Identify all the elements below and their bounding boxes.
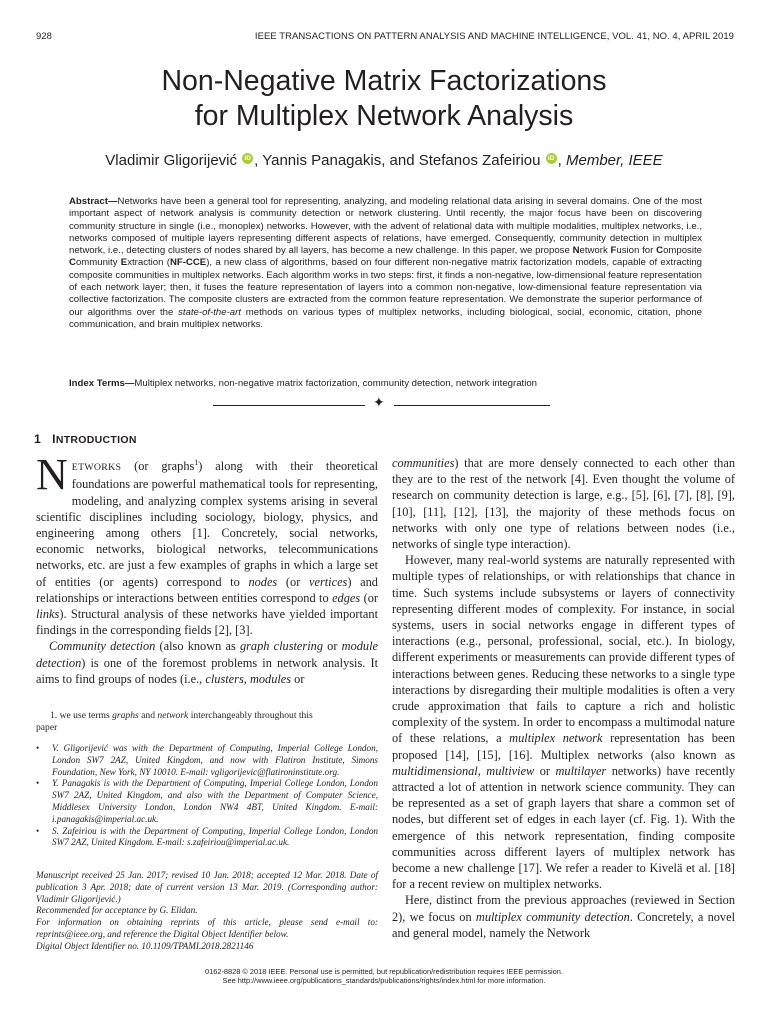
doi[interactable]: Digital Object Identifier no. 10.1109/TPAMI.2018.2821146 — [36, 940, 254, 951]
paper-title — [0, 64, 768, 134]
title-line-2: for Multiplex Network Analysis — [194, 100, 574, 132]
author-line: Vladimir Gligorijević iD , Yannis Panagakis, and Stefanos Zafeiriou iD , Member, IEEE — [105, 152, 663, 169]
index-terms-label: Index Terms— — [69, 378, 135, 389]
separator-rule-left — [213, 405, 365, 406]
running-head: IEEE TRANSACTIONS ON PATTERN ANALYSIS AND MACHINE INTELLIGENCE, VOL. 41, NO. 4, APRIL 2019 — [254, 31, 734, 42]
method-acronym: NF-CCE — [169, 257, 207, 269]
bullet-icon: • — [36, 743, 40, 753]
intro-paragraph-4: Here, distinct from the previous approaches (reviewed in Section 2), we focus on multiplex community detection. Concretely, a novel and general model, namely the Network — [392, 893, 736, 940]
separator-rule-right — [394, 405, 550, 406]
footnote-ref[interactable]: 1 — [194, 458, 199, 467]
author-membership: Member, IEEE — [565, 152, 663, 169]
affiliation-item: • V. Gligorijević was with the Department of Computing, Imperial College London, London SW7 2AZ, United Kingdom, and now with Flatiron Institute, Simons Foundation, New York, NY 10010. E-mail: vgligorijevic@flatironinstitute.org. — [36, 743, 378, 777]
left-column — [36, 450, 378, 687]
abstract: Abstract—Networks have been a general tool for representing, analyzing, and modeling relational data arising in several domains. One of the most important aspect of network analysis is community detection or network clustering. Until recently, the major focus have been on discovering community structure in single (i.e., monoplex) networks. However, with the advent of relational data with multiple modalities, multiplex networks, i.e., networks composed of multiple layers representing different aspects of relations, have emerged. Consequently, community detection in multiplex network, i.e., detecting clusters of nodes shared by all layers, has become a new challenge. In this paper, we propose Network Fusion for Composite Community Extraction (NF-CCE), a new class of algorithms, based on four different non-negative matrix factorization models, capable of extracting composite communities in multiplex networks. Each algorithm works in two steps: first, it finds a non-negative, low-dimensional feature representation of each network layer; then, it fuses the feature representation of layers into a common non-negative, low-dimensional feature representation via collective factorization. The composite clusters are extracted from the common feature representation. We demonstrate the superior performance of our algorithms over the state-of-the-art methods on various types of multiplex networks, including biological, social, economic, citation, phone communication, and brain multiplex networks. — [69, 196, 703, 330]
separator-diamond-icon: ✦ — [373, 396, 385, 411]
intro-paragraph-3: However, many real-world systems are naturally represented with multiple types of relationships, or with relationships that chance in time. Such systems include subsystems or layers of connectivity representing different modes of complexity. For instance, in social systems, users in social networks engage in different types of interactions (e.g., personal, professional, social, etc.). In biology, different experiments or measurements can provide different types of interactions between genes. Reducing these networks to a single type interactions by disregarding their multiple modalities is often a very crude approximation that fails to capture a rich and holistic complexity of the system. In order to encompass a multimodal nature of these relations, a multiplex network representation has been proposed [14], [15], [16]. Multiplex networks (also known as multidimensional, multiview or multilayer networks) have recently attracted a lot of attention in network science community. They can be represented as a set of graph layers that share a common set of nodes, but different set of edges in each layer (cf. Fig. 1). With the emergence of this network representation, finding composite communities across different layers of multiplex network has become a new challenge [17]. We refer a reader to Kivelä et al. [18] for a recent review on multiplex networks. — [392, 553, 736, 892]
author-1: Vladimir Gligorijević — [105, 152, 237, 169]
bullet-icon: • — [36, 778, 40, 789]
intro-paragraph-2-cont: communities) that are more densely connected to each other than they are to the rest of the network [4]. Even thought the volume of research on community detection is large, e.g., [5], [6], [7], [8], [9], [10], [11], [12], [13], the majority of these methods focus on networks with only one type of relations between nodes (i.e., networks of single type interaction). — [392, 456, 735, 552]
copyright-notice: 0162-8828 © 2018 IEEE. Personal use is permitted, but republication/redistribution requires IEEE permission. See http://www.ieee.org/publications_standards/publications/rights/index.html for more information. — [0, 967, 768, 986]
author-2-3: , Yannis Panagakis, and Stefanos Zafeiriou — [254, 152, 541, 169]
title-line-1: Non-Negative Matrix Factorizations — [161, 65, 607, 97]
affiliation-item: • Y. Panagakis is with the Department of Computing, Imperial College London, London SW7 2AZ, United Kingdom, and also with the Department of Computer Science, Middlesex University London, London NW4 4BT, United Kingdom. E-mail: i.panagakis@imperial.ac.uk. — [36, 778, 378, 824]
affiliation-item: • S. Zafeiriou is with the Department of Computing, Imperial College London, London SW7 2AZ, United Kingdom. E-mail: s.zafeiriou@imperial.ac.uk. — [36, 825, 378, 848]
footnote: 1. we use terms graphs and network interchangeably throughout this paper — [36, 710, 313, 734]
right-column — [392, 455, 735, 941]
page-number: 928 — [36, 31, 52, 42]
drop-cap: N — [36, 450, 68, 499]
intro-paragraph-1: NETWORKS (or graphs$^1$) along with their theoretical foundations are powerful mathematical tools for representing, modeling, and analyzing complex systems arising in several scientific disciplines including sociology, biology, physics, and engineering among others [1]. Concretely, social networks, economic networks, biological networks, telecommunications networks, etc. are just a few examples of graphs in which a large set of entities (or agents) correspond to nodes (or vertices) and relationships or interactions between entities correspond to edges (or links). Structural analysis of these networks have yielded important findings in the corresponding fields [2], [3]. — [36, 450, 378, 638]
abstract-label: Abstract— — [69, 196, 118, 207]
orcid-icon[interactable]: iD — [546, 153, 557, 164]
section-heading: 1 INTRODUCTION — [34, 432, 137, 446]
bullet-icon: • — [36, 825, 40, 836]
orcid-icon[interactable]: iD — [242, 153, 253, 164]
author-affiliations — [36, 743, 378, 849]
index-terms: Index Terms—Multiplex networks, non-negative matrix factorization, community detection, network integration — [69, 378, 537, 389]
manuscript-info: Manuscript received 25 Jan. 2017; revised 10 Jan. 2018; accepted 12 Mar. 2018. Date of publication 3 Apr. 2018; date of current version 13 Mar. 2019. (Corresponding author: Vladimir Gligorijević.) Recommended for acceptance by G. Elidan. For information on obtaining reprints of this article, please send e-mail to: reprints@ieee.org, and reference the Digital Object Identifier below. Digital Object Identifier no. 10.1109/TPAMI.2018.2821146 — [36, 870, 378, 951]
permissions-link[interactable]: See http://www.ieee.org/publications_standards/publications/rights/index.html for more information. — [222, 976, 546, 986]
intro-paragraph-2: Community detection (also known as graph clustering or module detection) is one of the foremost problems in network analysis. It aims to find groups of nodes (i.e., clusters, modules or — [36, 639, 378, 686]
